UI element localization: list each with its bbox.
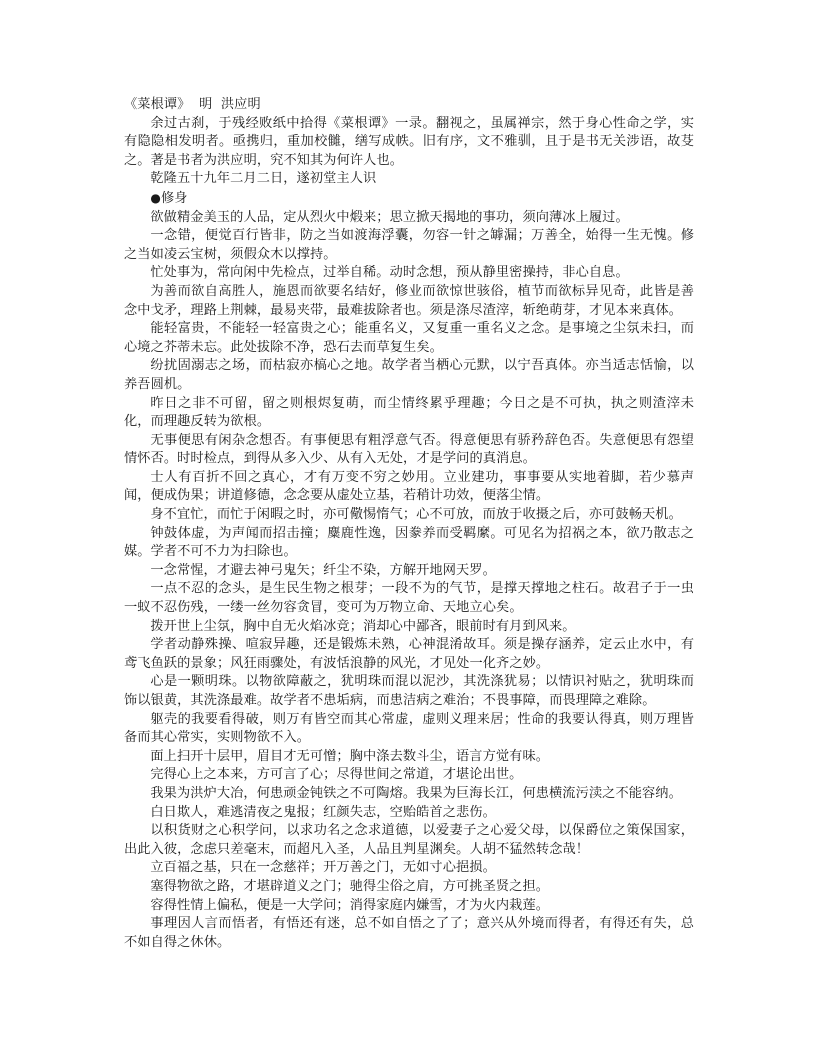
body-paragraph: 事理因人言而悟者，有悟还有迷，总不如自悟之了了；意兴从外境而得者，有得还有失，总不如自得之休休。	[124, 916, 694, 950]
body-paragraph: 完得心上之本来，方可言了心；尽得世间之常道，才堪论出世。	[150, 767, 523, 783]
body-paragraph: 以积货财之心积学问，以求功名之念求道德，以爱妻子之心爱父母，以保爵位之策保国家，出此入彼，念虑只差毫末，而超凡入圣，人品且判星渊矣。人胡不猛然转念哉！	[124, 823, 694, 857]
body-paragraph: 身不宜忙，而忙于闲暇之时，亦可儆惕惰气；心不可放，而放于收摄之后，亦可鼓畅天机。	[150, 507, 682, 523]
body-paragraph: 面上扫开十层甲，眉目才无可憎；胸中涤去数斗尘，语言方觉有味。	[150, 748, 550, 764]
bullet-icon: ●	[150, 190, 161, 205]
body-paragraph: 躯壳的我要看得破，则万有皆空而其心常虚，虚则义理来居；性命的我要认得真，则万理皆备而其心常实，实则物欲不入。	[124, 711, 694, 746]
body-paragraph: 无事便思有闲杂念想否。有事便思有粗浮意气否。得意便思有骄矜辞色否。失意便思有怨望情怀否。时时检点，到得从多入少、从有入无处，才是学问的真消息。	[124, 432, 694, 467]
body-paragraph: 心是一颗明珠。以物欲障蔽之，犹明珠而混以泥沙，其洗涤犹易；以情识衬贴之，犹明珠而饰以银黄，其洗涤最难。故学者不患垢病，而患洁病之难治；不畏事障，而畏理障之难除。	[124, 674, 694, 708]
body-paragraph: 塞得物欲之路，才堪辟道义之门；驰得尘俗之肩，方可挑圣贤之担。	[150, 878, 550, 894]
body-paragraph: 一点不忍的念头，是生民生物之根芽；一段不为的气节，是撑天撑地之柱石。故君子于一虫一蚁不忍伤残，一缕一丝勿容贪冒，变可为万物立命、天地立心矣。	[124, 581, 694, 616]
document-body	[124, 96, 694, 952]
body-paragraph: 学者动静殊操、喧寂异趣，还是锻炼未熟，心神混淆故耳。须是操存涵养，定云止水中，有鸢飞鱼跃的景象；风狂雨骤处，有波恬浪静的风光，才见处一化齐之妙。	[124, 637, 694, 671]
body-paragraph: 容得性情上偏私，便是一大学问；消得家庭内嫌雪，才为火内栽莲。	[150, 897, 550, 913]
body-paragraph: 立百福之基，只在一念慈祥；开万善之门，无如寸心挹损。	[150, 860, 496, 876]
body-paragraph: 一念错，便觉百行皆非，防之当如渡海浮囊，勿容一针之罅漏；万善全，始得一生无愧。修之当如凌云宝树，须假众木以撑持。	[124, 228, 694, 262]
body-paragraph: 昨日之非不可留，留之则根烬复萌，而尘情终累乎理趣；今日之是不可执，执之则渣滓未化，而理趣反转为欲根。	[124, 395, 694, 430]
body-paragraph: 一念常惺，才避去神弓鬼矢；纤尘不染，方解开地网天罗。	[150, 562, 496, 578]
body-paragraph: 忙处事为，常向闲中先检点，过举自稀。动时念想，预从静里密操持，非心自息。	[150, 265, 629, 281]
body-paragraph: 白日欺人，难逃清夜之鬼报；红颜失志，空贻皓首之悲伤。	[150, 804, 496, 820]
section-heading-xiushen	[124, 189, 694, 209]
body-paragraph: 拨开世上尘氛，胸中自无火焰冰竞；消却心中鄙吝，眼前时有月到风来。	[150, 618, 576, 634]
body-paragraph: 欲做精金美玉的人品，定从烈火中煅来；思立掀天揭地的事功，须向薄冰上履过。	[150, 209, 629, 225]
body-paragraph: 为善而欲自高胜人，施恩而欲要名结好，修业而欲惊世骇俗，植节而欲标异见奇，此皆是善念中戈矛，理路上荆棘，最易夹带，最难拔除者也。须是涤尽渣滓，斩绝萌芽，才见本来真体。	[124, 283, 694, 318]
document-title: 《菜根谭》 明 洪应明	[124, 97, 261, 112]
body-paragraph: 士人有百折不回之真心，才有万变不穷之妙用。立业建功，事事要从实地着脚，若少慕声闻，便成伪果；讲道修德，念念要从虚处立基，若稍计功效，便落尘情。	[124, 469, 694, 504]
body-paragraph: 纷扰固溺志之场，而枯寂亦槁心之地。故学者当栖心元默，以宁吾真体。亦当适志恬愉，以养吾圆机。	[124, 358, 694, 392]
body-paragraph: 钟鼓体虚，为声闻而招击撞；麋鹿性逸，因豢养而受羁縻。可见名为招祸之本，欲乃散志之媒。学者不可不力为扫除也。	[124, 525, 694, 560]
section-heading-label: 修身	[160, 190, 188, 206]
preface-signature: 乾隆五十九年二月二日，遂初堂主人识	[150, 171, 377, 187]
preface-paragraph-1: 余过古刹，于残经败纸中拾得《菜根谭》一录。翻视之，虽属禅宗，然于身心性命之学，实有隐隐相发明者。亟携归，重加校雠，缮写成帙。旧有序，文不雅驯，且于是书无关涉语，故芟之。著是书者为洪应明，究不知其为何许人也。	[124, 115, 694, 168]
body-paragraph: 能轻富贵，不能轻一轻富贵之心；能重名义，又复重一重名义之念。是事境之尘氛未扫，而心境之芥蒂未忘。此处拔除不净，恐石去而草复生矣。	[124, 321, 694, 355]
body-paragraph: 我果为洪炉大冶，何患顽金钝铁之不可陶熔。我果为巨海长江，何患横流污渎之不能容纳。	[150, 785, 682, 801]
